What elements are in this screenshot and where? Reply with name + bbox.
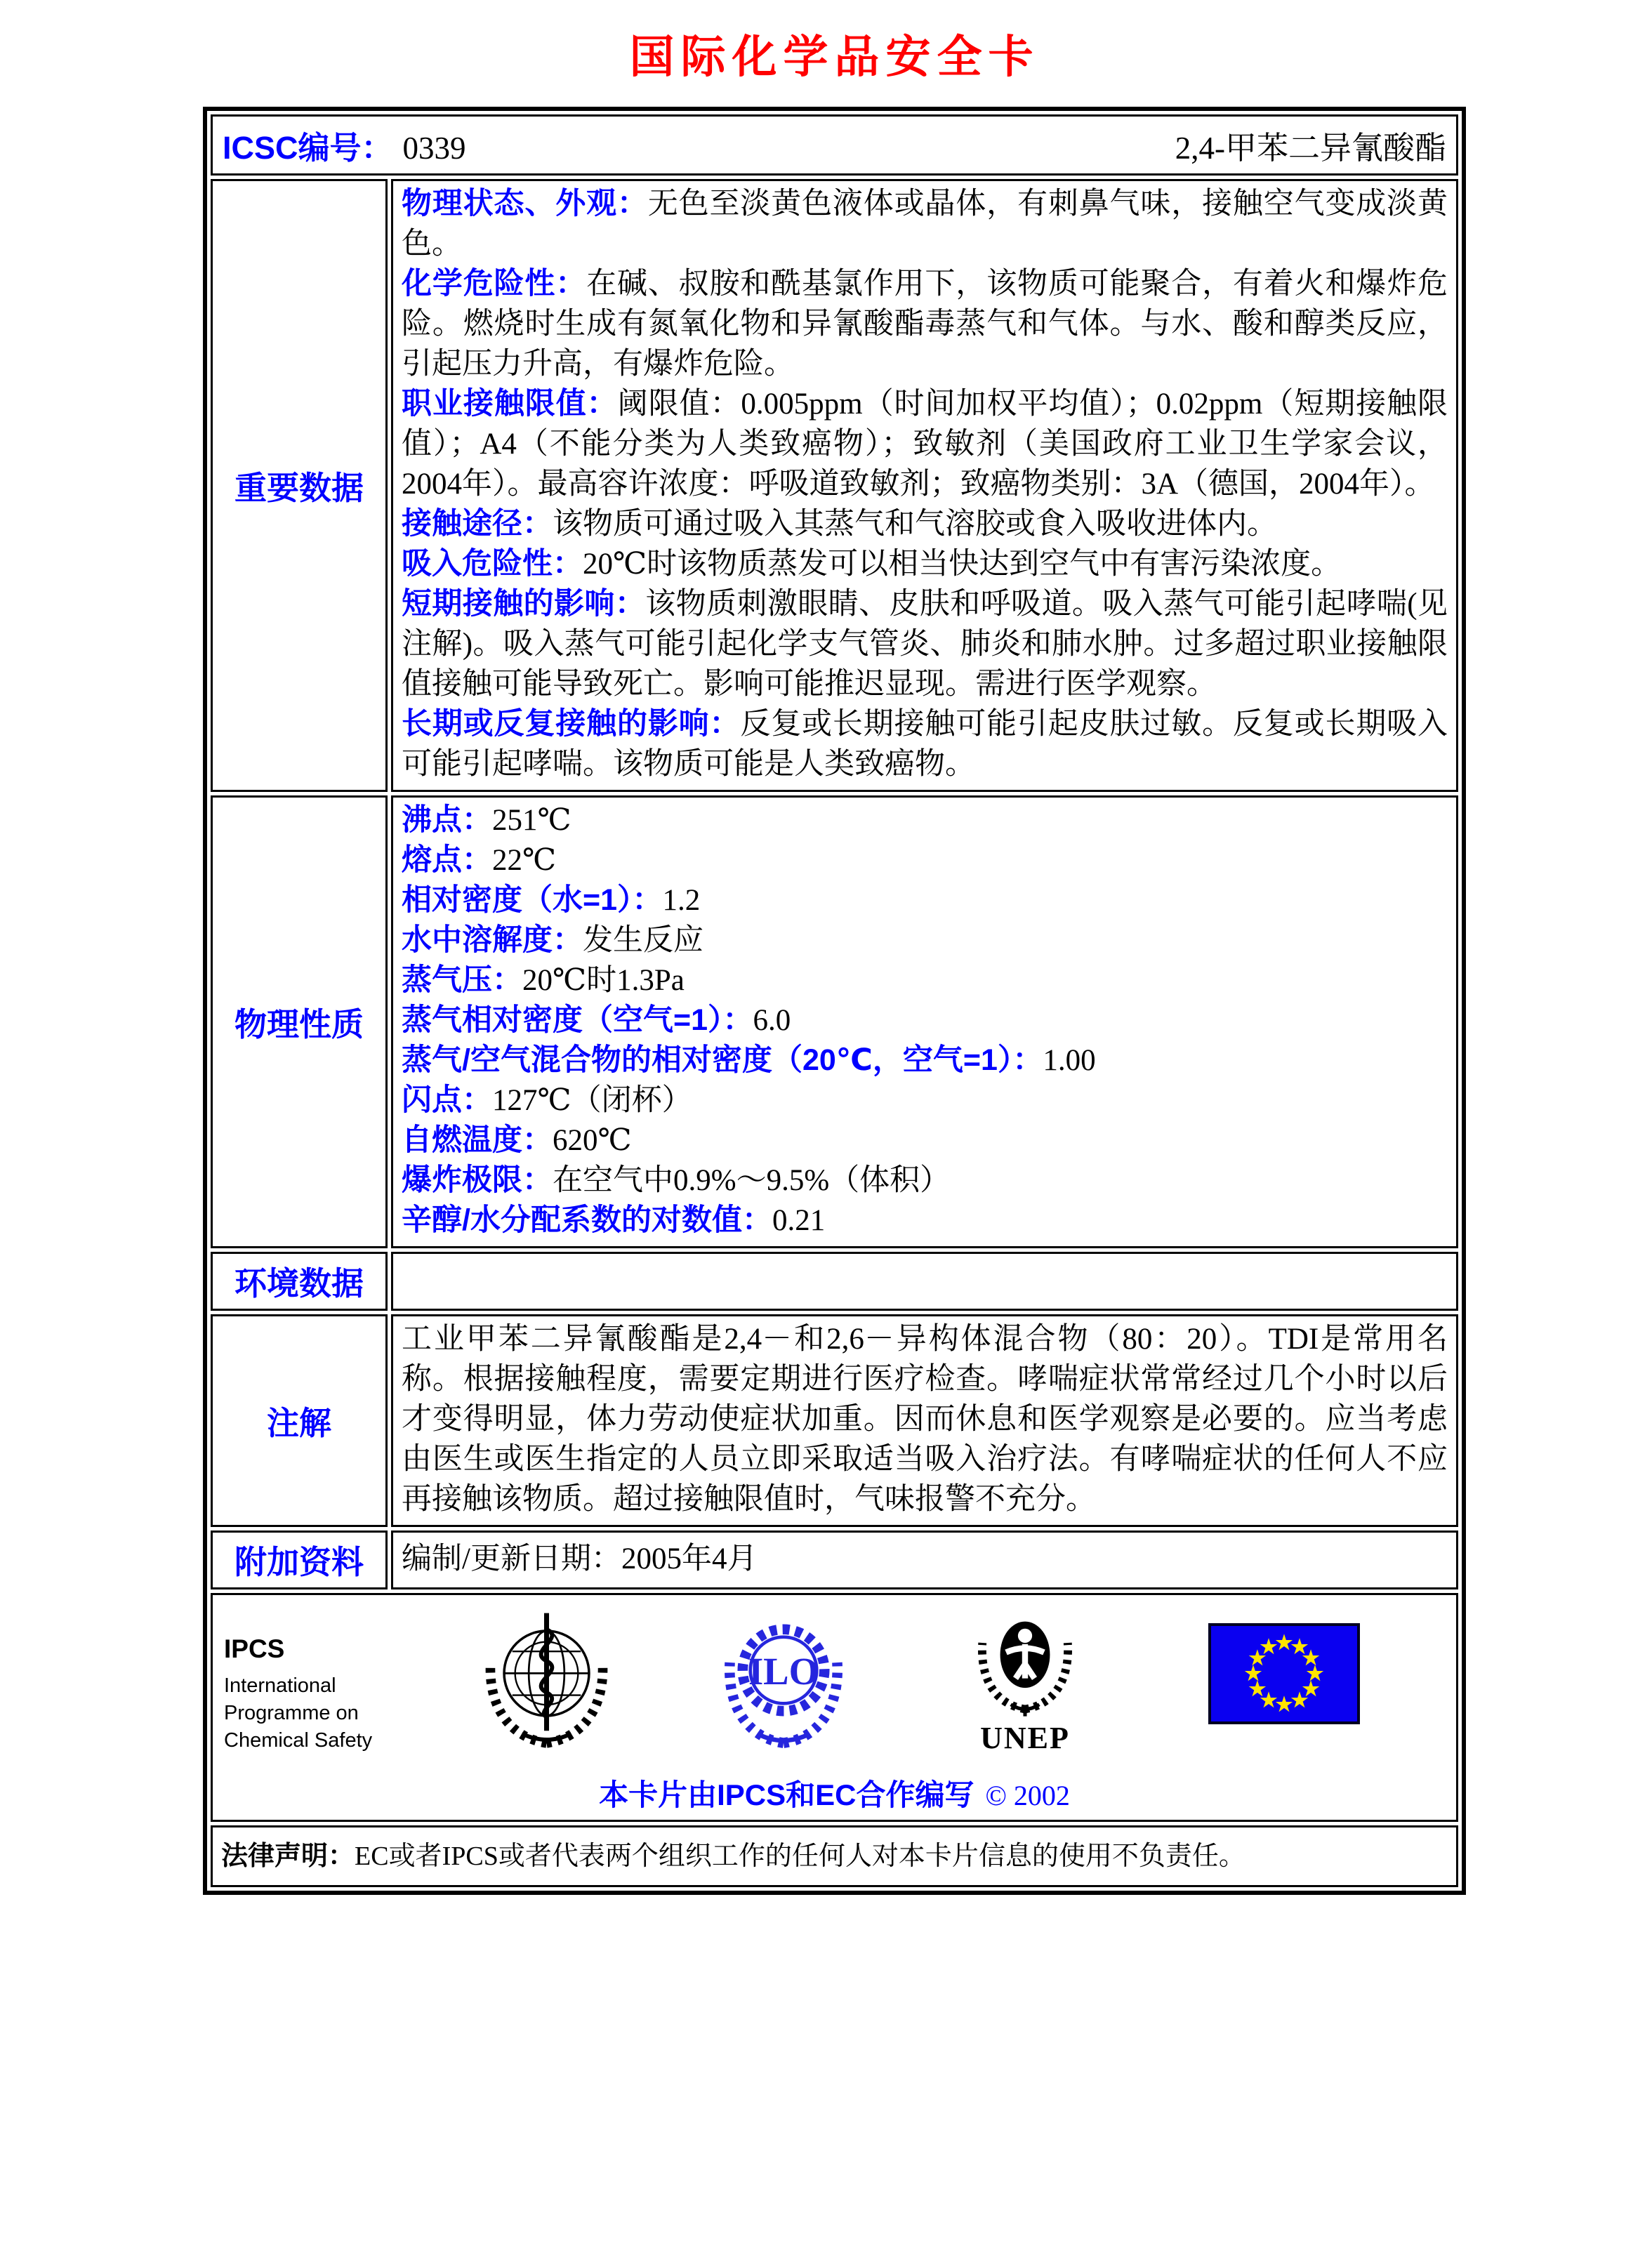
property-label: 熔点： bbox=[402, 843, 492, 877]
legal-row bbox=[211, 1825, 1458, 1887]
property-label: 沸点： bbox=[402, 803, 492, 837]
icsc-number-group bbox=[223, 122, 466, 168]
property-value: 在空气中0.9%～9.5%（体积） bbox=[553, 1164, 951, 1197]
property-line bbox=[402, 880, 1448, 920]
field-label: 化学危险性： bbox=[402, 267, 587, 300]
ilo-logo-icon bbox=[720, 1606, 847, 1766]
row-label-physical-properties: 物理性质 bbox=[211, 795, 388, 1248]
field-text: 反复或长期接触可能引起皮肤过敏。反复或长期吸入可能引起哮喘。该物质可能是人类致癌物。 bbox=[402, 708, 1448, 781]
icsc-number-value: 0339 bbox=[402, 131, 466, 166]
ipcs-acronym: IPCS bbox=[224, 1634, 285, 1663]
row-label-environmental-data: 环境数据 bbox=[211, 1252, 388, 1311]
notes-row bbox=[211, 1314, 1458, 1527]
field-text: 无色至淡黄色液体或晶体，有刺鼻气味，接触空气变成淡黄色。 bbox=[402, 187, 1448, 260]
environmental-data-content bbox=[391, 1252, 1458, 1311]
row-label-additional-info: 附加资料 bbox=[211, 1531, 388, 1589]
icsc-card-page bbox=[203, 0, 1466, 1895]
property-line bbox=[402, 1161, 1448, 1201]
property-label: 蒸气/空气混合物的相对密度（20℃，空气=1）： bbox=[402, 1043, 1043, 1077]
eu-flag-icon bbox=[1208, 1623, 1360, 1728]
icsc-number-label: ICSC编号： bbox=[223, 130, 393, 166]
additional-info-content: 编制/更新日期：2005年4月 bbox=[391, 1531, 1458, 1589]
page-title: 国际化学品安全卡 bbox=[629, 31, 1040, 84]
property-label: 水中溶解度： bbox=[402, 923, 583, 957]
field-label: 短期接触的影响： bbox=[402, 587, 646, 621]
credit-line bbox=[213, 1772, 1456, 1814]
property-value: 127℃（闭杯） bbox=[492, 1084, 692, 1117]
notes-text: 工业甲苯二异氰酸酯是2,4－和2,6－异构体混合物（80：20）。TDI是常用名称。根据接触程度，需要定期进行医疗检查。哮喘症状常常经过几个小时以后才变得明显，体力劳动使症状加重。因而休息和医学观察是必要的。应当考虑由医生或医生指定的人员立即采取适当吸入治疗法。有哮喘症状的任何人不应再接触该物质。超过接触限值时，气味报警不充分。 bbox=[402, 1323, 1448, 1516]
physical-properties-content bbox=[391, 795, 1458, 1248]
data-paragraph bbox=[402, 584, 1448, 704]
property-label: 蒸气压： bbox=[402, 963, 522, 997]
legal-label: 法律声明： bbox=[221, 1842, 355, 1871]
property-label: 自燃温度： bbox=[402, 1123, 553, 1157]
logos-row bbox=[211, 1593, 1458, 1822]
data-paragraph bbox=[402, 704, 1448, 784]
field-label: 吸入危险性： bbox=[402, 547, 583, 581]
field-label: 物理状态、外观： bbox=[402, 187, 648, 220]
property-line bbox=[402, 800, 1448, 840]
property-value: 6.0 bbox=[753, 1004, 791, 1037]
unep-logo-icon bbox=[965, 1605, 1085, 1719]
data-paragraph bbox=[402, 384, 1448, 504]
ipcs-line-1: International bbox=[224, 1674, 336, 1697]
ilo-letters: ILO bbox=[748, 1650, 819, 1693]
notes-content bbox=[391, 1314, 1458, 1527]
field-label: 长期或反复接触的影响： bbox=[402, 707, 741, 741]
property-line bbox=[402, 920, 1448, 960]
field-text: 该物质可通过吸入其蒸气和气溶胶或食入吸收进体内。 bbox=[553, 508, 1277, 541]
property-label: 辛醇/水分配系数的对数值： bbox=[402, 1203, 772, 1237]
property-line bbox=[402, 1080, 1448, 1120]
property-value: 1.00 bbox=[1043, 1044, 1096, 1077]
row-label-important-data: 重要数据 bbox=[211, 179, 388, 792]
property-line bbox=[402, 840, 1448, 880]
important-data-row bbox=[211, 179, 1458, 792]
field-text: 20℃时该物质蒸发可以相当快达到空气中有害污染浓度。 bbox=[583, 548, 1342, 581]
data-paragraph bbox=[402, 184, 1448, 264]
additional-info-row bbox=[211, 1531, 1458, 1589]
physical-properties-row bbox=[211, 795, 1458, 1248]
ipcs-text-block bbox=[224, 1634, 372, 1754]
field-text: 在碱、叔胺和酰基氯作用下，该物质可能聚合，有着火和爆炸危险。燃烧时生成有氮氧化物和异氰酸酯毒蒸气和气体。与水、酸和醇类反应，引起压力升高，有爆炸危险。 bbox=[402, 267, 1448, 381]
icsc-card-table bbox=[203, 107, 1466, 1895]
field-text: 该物质刺激眼睛、皮肤和呼吸道。吸入蒸气可能引起哮喘(见注解)。吸入蒸气可能引起化学支气管炎、肺炎和肺水肿。过多超过职业接触限值接触可能导致死亡。影响可能推迟显现。需进行医学观察。 bbox=[402, 588, 1448, 701]
property-value: 620℃ bbox=[553, 1124, 632, 1157]
property-label: 爆炸极限： bbox=[402, 1163, 553, 1197]
data-paragraph bbox=[402, 504, 1448, 544]
property-line bbox=[402, 960, 1448, 1000]
important-data-content bbox=[391, 179, 1458, 792]
data-paragraph bbox=[402, 264, 1448, 384]
property-value: 22℃ bbox=[492, 844, 557, 877]
property-line bbox=[402, 1201, 1448, 1241]
property-value: 251℃ bbox=[492, 804, 571, 837]
row-label-notes: 注解 bbox=[211, 1314, 388, 1527]
property-value: 0.21 bbox=[772, 1204, 826, 1237]
property-value: 发生反应 bbox=[583, 924, 703, 957]
ipcs-line-3: Chemical Safety bbox=[224, 1729, 373, 1752]
copyright-text: © 2002 bbox=[985, 1780, 1070, 1811]
data-paragraph bbox=[402, 544, 1448, 584]
credit-text: 本卡片由IPCS和EC合作编写 bbox=[599, 1778, 974, 1811]
chemical-name: 2,4-甲苯二异氰酸酯 bbox=[1175, 131, 1446, 166]
field-text: 阈限值：0.005ppm（时间加权平均值）；0.02ppm（短期接触限值）；A4（不能分类为人类致癌物）；致敏剂（美国政府工业卫生学家会议，2004年）。最高容许浓度：呼吸道致敏剂；致癌物类别：3A（德国，2004年）。 bbox=[402, 388, 1448, 501]
ipcs-line-2: Programme on bbox=[224, 1702, 359, 1724]
property-line bbox=[402, 1000, 1448, 1040]
property-value: 1.2 bbox=[662, 884, 701, 917]
property-line bbox=[402, 1040, 1448, 1080]
who-logo-icon bbox=[478, 1606, 615, 1766]
unep-logo bbox=[965, 1605, 1085, 1754]
organization-logos bbox=[213, 1602, 1456, 1769]
property-label: 蒸气相对密度（空气=1）： bbox=[402, 1003, 753, 1037]
field-label: 接触途径： bbox=[402, 507, 553, 541]
unep-word: UNEP bbox=[980, 1721, 1070, 1755]
property-label: 相对密度（水=1）： bbox=[402, 883, 663, 917]
property-label: 闪点： bbox=[402, 1083, 492, 1117]
field-label: 职业接触限值： bbox=[402, 387, 618, 421]
legal-text: EC或者IPCS或者代表两个组织工作的任何人对本卡片信息的使用不负责任。 bbox=[355, 1842, 1245, 1871]
header-row bbox=[211, 114, 1458, 176]
property-line bbox=[402, 1120, 1448, 1161]
environmental-data-row bbox=[211, 1252, 1458, 1311]
property-value: 20℃时1.3Pa bbox=[522, 964, 685, 997]
